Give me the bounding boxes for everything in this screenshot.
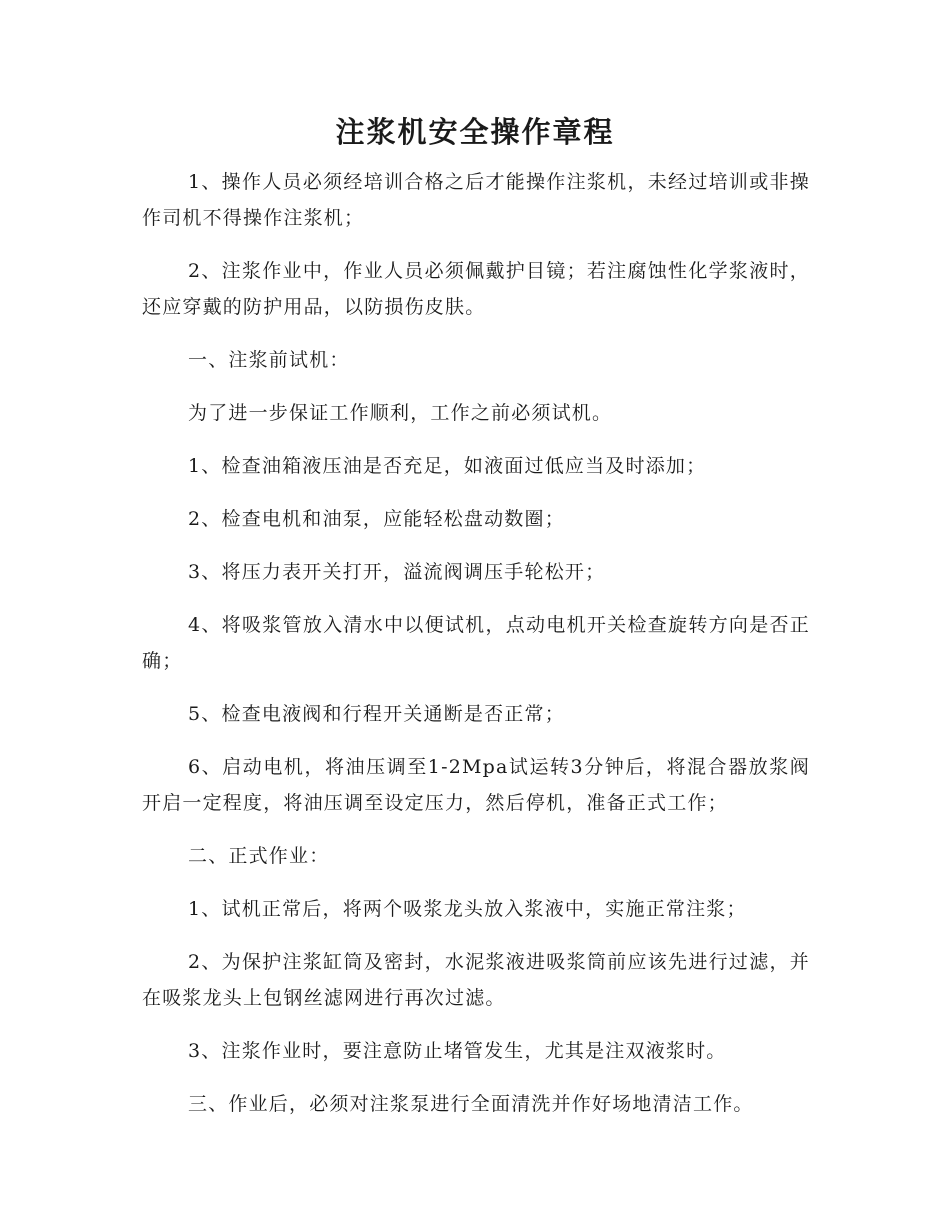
section-heading-pre-test: 一、注浆前试机： [188, 349, 350, 371]
paragraph-rotation-check: 4、将吸浆管放入清水中以便试机，点动电机开关检查旋转方向是否正确； [142, 614, 810, 672]
paragraph-check-motor: 2、检查电机和油泵，应能轻松盘动数圈； [188, 508, 565, 530]
paragraph-filtering: 2、为保护注浆缸筒及密封，水泥浆液进吸浆筒前应该先进行过滤，并在吸浆龙头上包钢丝滤网进行再次过滤。 [142, 951, 810, 1009]
paragraph-valve-check: 5、检查电液阀和行程开关通断是否正常； [188, 703, 565, 725]
paragraph-check-oil: 1、检查油箱液压油是否充足，如液面过低应当及时添加； [188, 455, 707, 477]
paragraph-protective-equipment: 2、注浆作业中，作业人员必须佩戴护目镜；若注腐蚀性化学浆液时，还应穿戴的防护用品，以防损伤皮肤。 [142, 260, 810, 318]
paragraph-operator-qualification: 1、操作人员必须经培训合格之后才能操作注浆机，未经过培训或非操作司机不得操作注浆机； [142, 171, 810, 229]
paragraph-normal-grouting: 1、试机正常后，将两个吸浆龙头放入浆液中，实施正常注浆； [188, 898, 747, 920]
paragraph-prevent-blockage: 3、注浆作业时，要注意防止堵管发生，尤其是注双液浆时。 [188, 1040, 727, 1062]
paragraph-test-intro: 为了进一步保证工作顺利，工作之前必须试机。 [188, 402, 613, 424]
paragraph-pressure-gauge: 3、将压力表开关打开，溢流阀调压手轮松开； [188, 561, 606, 583]
section-heading-formal-work: 二、正式作业： [188, 845, 330, 867]
document-title: 注浆机安全操作章程 [335, 115, 615, 149]
paragraph-after-work: 三、作业后，必须对注浆泵进行全面清洗并作好场地清洁工作。 [188, 1093, 754, 1115]
paragraph-start-motor: 6、启动电机，将油压调至1-2Mpa试运转3分钟后，将混合器放浆阀开启一定程度，将油压调至设定压力，然后停机，准备正式工作； [142, 756, 810, 814]
